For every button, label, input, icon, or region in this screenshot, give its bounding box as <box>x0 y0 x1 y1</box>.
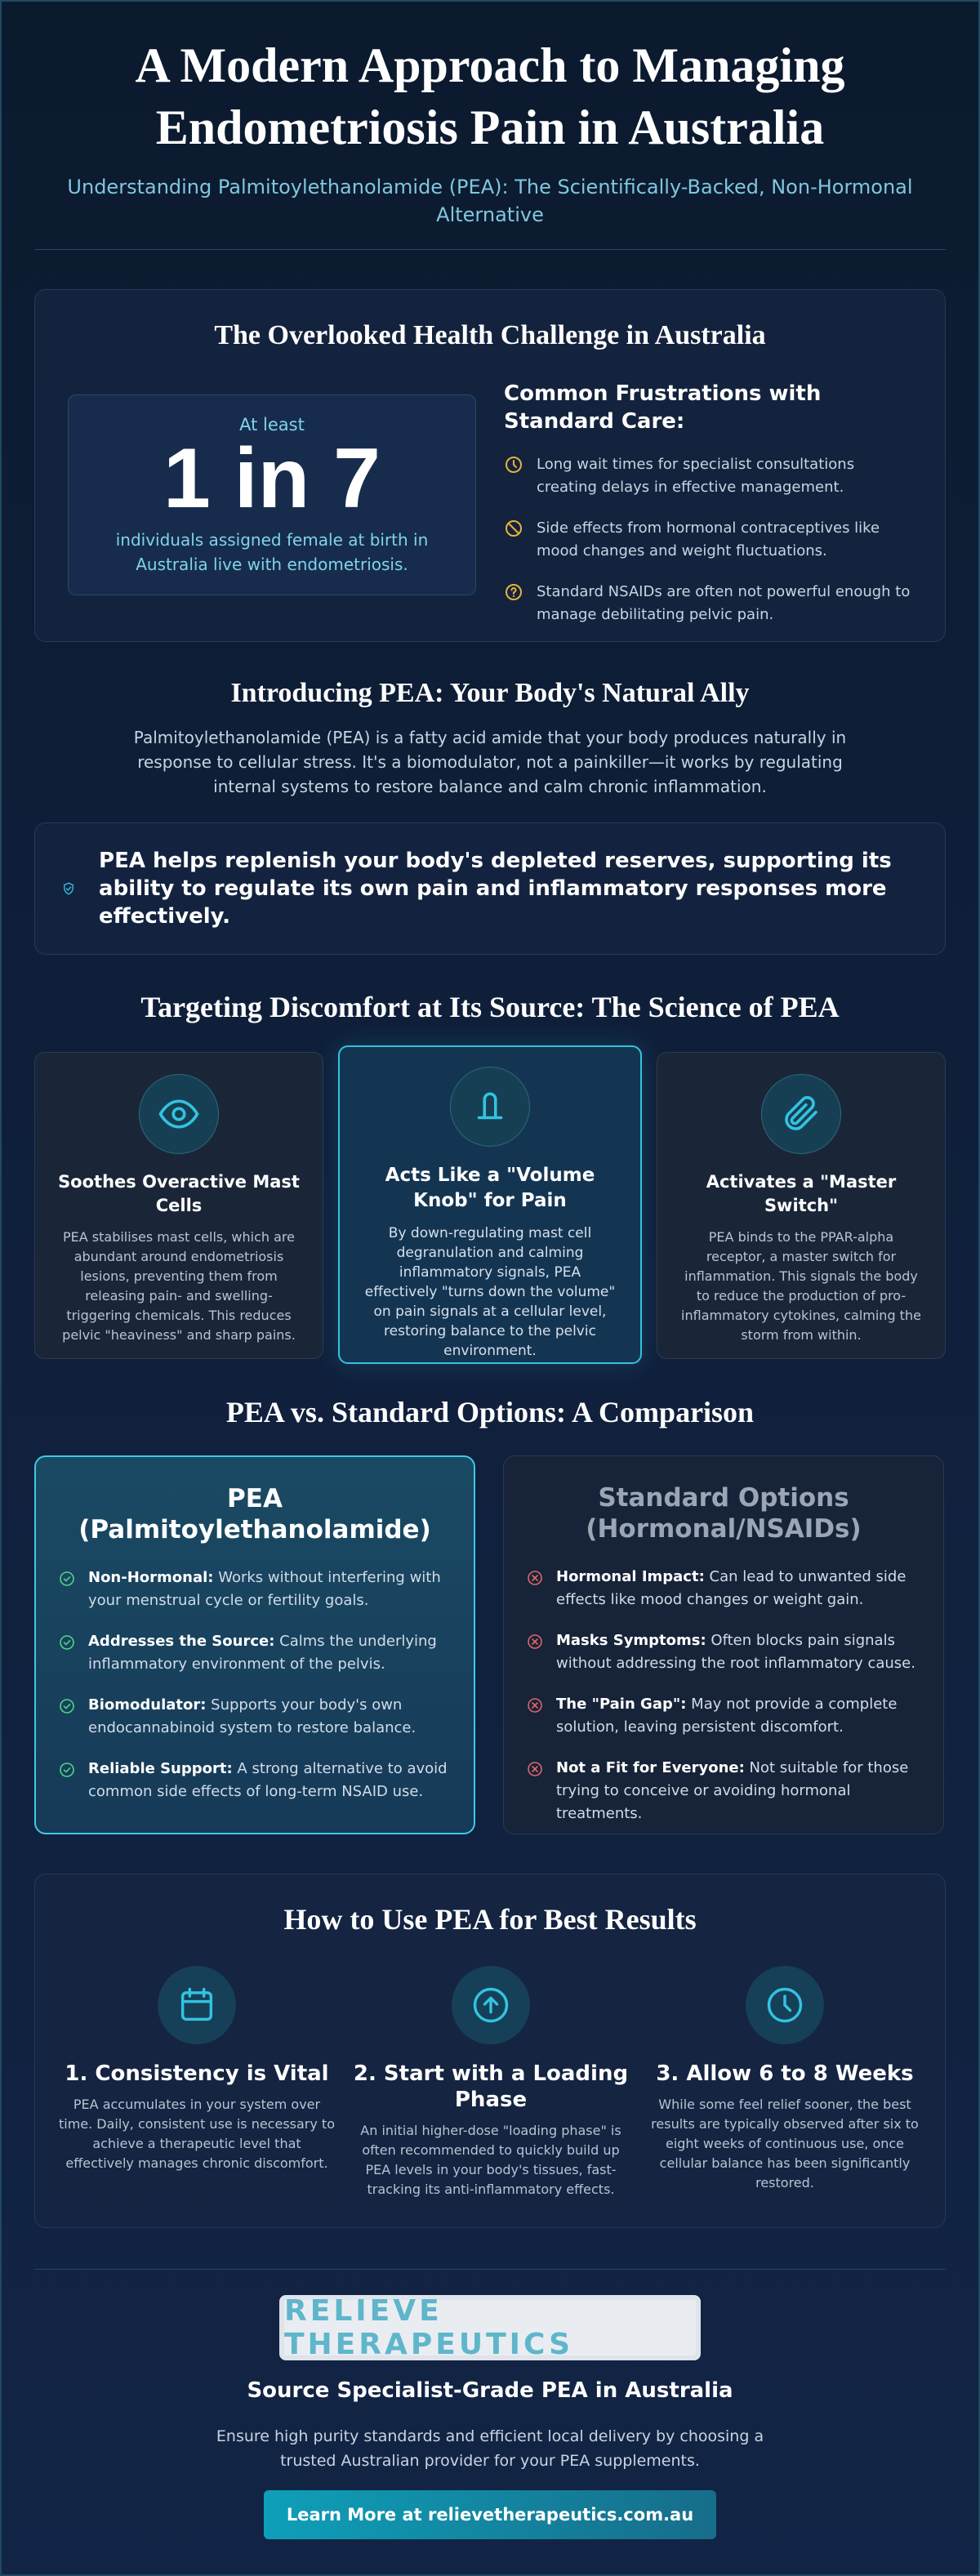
science-title: Targeting Discomfort at Its Source: The Science of PEA <box>140 991 840 1023</box>
frustration-text: Standard NSAIDs are often not powerful enough to manage debilitating pelvic pain. <box>537 583 911 623</box>
question-icon <box>504 582 523 602</box>
intro-description: Palmitoylethanolamide (PEA) is a fatty acid amide that your body produces naturally in response to cellular stress. It's a biomodulator, not a painkiller—it works by regulating internal systems to restore balance and calm chronic inflammation. <box>133 728 847 796</box>
list-item <box>59 1694 451 1740</box>
science-card-desc: By down-regulating mast cell degranulation and calming inflammatory signals, PEA effectively "turns down the volume" on pain signals at a cellular level, restoring balance to the pelvic environment. <box>364 1225 616 1359</box>
page-header <box>0 0 980 229</box>
list-item <box>527 1566 920 1611</box>
science-card-master-switch <box>657 1052 946 1359</box>
benefit-detail: A strong alternative to avoid common side effects of long-term NSAID use. <box>88 1760 448 1800</box>
x-circle-icon <box>527 1633 543 1650</box>
benefit-detail: Works without interfering with your menstrual cycle or fertility goals. <box>88 1569 441 1609</box>
challenge-section <box>34 289 946 642</box>
standard-title-line-2: (Hormonal/NSAIDs) <box>586 1514 862 1544</box>
step-title: 1. Consistency is Vital <box>65 2061 329 2086</box>
benefit-text <box>88 1694 451 1740</box>
x-circle-icon <box>527 1697 543 1714</box>
benefit-detail: Supports your body's own endocannabinoid system to restore balance. <box>88 1696 416 1736</box>
knob-icon <box>468 1085 512 1129</box>
frustrations-list <box>504 453 912 626</box>
challenge-title: The Overlooked Health Challenge in Australia <box>214 320 766 350</box>
footer-title: Source Specialist-Grade PEA in Australia <box>247 2378 733 2403</box>
check-circle-icon <box>59 1762 75 1778</box>
icon-circle <box>452 1966 530 2044</box>
shield-check-icon <box>61 873 76 904</box>
clock-icon <box>764 1984 806 2026</box>
standard-card-title <box>527 1482 920 1544</box>
title-line-1: A Modern Approach to Managing <box>135 38 845 92</box>
science-card-volume-knob <box>338 1045 642 1364</box>
page-subtitle: Understanding Palmitoylethanolamide (PEA): The Scientifically-Backed, Non-Hormonal Alternative <box>67 176 913 226</box>
step-description: An initial higher-dose "loading phase" is often recommended to quickly build up PEA levels in your body's tissues, fast-tracking its anti-inflammatory effects. <box>360 2123 621 2197</box>
step-description: PEA accumulates in your system over time. Daily, consistent use is necessary to achieve a therapeutic level that effectively manages chronic discomfort. <box>58 2097 335 2171</box>
logo-text: RELIEVE THERAPEUTICS <box>284 2294 574 2361</box>
x-circle-icon <box>527 1761 543 1777</box>
page-title <box>49 34 931 158</box>
comparison-title: PEA vs. Standard Options: A Comparison <box>225 1396 755 1428</box>
list-item <box>504 453 912 499</box>
check-circle-icon <box>59 1698 75 1714</box>
science-card-title: Acts Like a "Volume Knob" for Pain <box>385 1165 595 1211</box>
drawback-text <box>556 1757 920 1825</box>
step-title: 3. Allow 6 to 8 Weeks <box>656 2061 914 2086</box>
drawback-label: Not a Fit for Everyone: <box>556 1759 745 1776</box>
science-card-desc: PEA binds to the PPAR-alpha receptor, a master switch for inflammation. This signals the body to reduce the production of pro-inflammatory cytokines, calming the storm from within. <box>681 1229 921 1343</box>
step-title: 2. Start with a Loading Phase <box>353 2061 629 2112</box>
benefit-text <box>88 1630 451 1676</box>
eye-icon <box>157 1092 201 1136</box>
check-circle-icon <box>59 1634 75 1651</box>
standard-title-line-1: Standard Options <box>598 1483 849 1513</box>
drawback-label: Masks Symptoms: <box>556 1632 706 1649</box>
list-item <box>504 517 912 563</box>
intro-callout <box>34 822 946 955</box>
list-item <box>504 581 912 626</box>
footer-description: Ensure high purity standards and efficient local delivery by choosing a trusted Australian provider for your PEA supplements. <box>216 2427 764 2470</box>
stat-value: 1 in 7 <box>163 431 381 526</box>
benefit-text <box>88 1567 451 1612</box>
calendar-icon <box>176 1984 218 2026</box>
benefit-label: Reliable Support: <box>88 1760 233 1777</box>
icon-circle <box>158 1966 236 2044</box>
standard-comparison-card <box>503 1455 944 1834</box>
frustrations-panel <box>504 380 912 644</box>
science-card-mast-cells <box>34 1052 323 1359</box>
drawback-detail: Not suitable for those trying to conceive or avoiding hormonal treatments. <box>556 1759 909 1822</box>
paperclip-icon <box>779 1092 823 1136</box>
usage-title: How to Use PEA for Best Results <box>283 1903 697 1936</box>
icon-circle <box>746 1966 824 2044</box>
usage-step-consistency <box>58 1966 336 2173</box>
brand-logo <box>279 2295 701 2360</box>
pea-card-title <box>59 1483 451 1545</box>
drawback-text <box>556 1629 920 1675</box>
list-item <box>59 1567 451 1612</box>
step-description: While some feel relief sooner, the best results are typically observed after six to eight weeks of continuous use, once cellular balance has been significantly restored. <box>651 2097 919 2190</box>
usage-step-allow-weeks <box>646 1966 924 2193</box>
benefit-label: Addresses the Source: <box>88 1633 275 1650</box>
stat-description: individuals assigned female at birth in Australia live with endometriosis. <box>115 530 429 574</box>
pea-benefits-list <box>59 1567 451 1803</box>
icon-circle <box>139 1074 219 1154</box>
frustration-text: Side effects from hormonal contraceptives like mood changes and weight fluctuations. <box>537 519 880 559</box>
drawback-label: Hormonal Impact: <box>556 1568 705 1585</box>
list-item <box>59 1758 451 1803</box>
usage-section <box>34 1874 946 2228</box>
drawback-detail: Often blocks pain signals without addressing the root inflammatory cause. <box>556 1632 915 1672</box>
callout-text: PEA helps replenish your body's depleted reserves, supporting its ability to regulate its own pain and inflammatory responses more effectively. <box>99 849 892 929</box>
check-circle-icon <box>59 1571 75 1587</box>
learn-more-button[interactable]: Learn More at relievetherapeutics.com.au <box>264 2490 716 2539</box>
standard-drawbacks-list <box>527 1566 920 1825</box>
x-circle-icon <box>527 1570 543 1586</box>
icon-circle <box>450 1067 530 1147</box>
benefit-detail: Calms the underlying inflammatory environment of the pelvis. <box>88 1633 437 1673</box>
science-card-title: Soothes Overactive Mast Cells <box>58 1172 300 1215</box>
ban-icon <box>504 519 523 538</box>
divider <box>34 249 946 250</box>
benefit-label: Non-Hormonal: <box>88 1569 214 1586</box>
drawback-detail: Can lead to unwanted side effects like mood changes or weight gain. <box>556 1568 906 1608</box>
drawback-text <box>556 1693 920 1739</box>
clock-icon <box>504 455 523 475</box>
frustration-text: Long wait times for specialist consultations creating delays in effective management. <box>537 456 855 496</box>
list-item <box>527 1693 920 1739</box>
science-card-title: Activates a "Master Switch" <box>706 1172 897 1215</box>
pea-comparison-card <box>34 1455 475 1834</box>
divider <box>34 2269 946 2270</box>
usage-step-loading-phase <box>352 1966 630 2199</box>
stat-prefix: At least <box>239 415 305 435</box>
icon-circle <box>761 1074 841 1154</box>
intro-title: Introducing PEA: Your Body's Natural Ally <box>230 678 750 708</box>
pea-title-line-2: (Palmitoylethanolamide) <box>78 1515 431 1544</box>
drawback-detail: May not provide a complete solution, leaving persistent discomfort. <box>556 1696 898 1736</box>
arrow-up-circle-icon <box>470 1984 512 2026</box>
science-card-desc: PEA stabilises mast cells, which are abundant around endometriosis lesions, preventing them from releasing pain- and swelling-triggering chemicals. This reduces pelvic "heaviness" and sharp pains. <box>62 1229 296 1343</box>
frustrations-title: Common Frustrations with Standard Care: <box>504 381 822 434</box>
list-item <box>59 1630 451 1676</box>
stat-card <box>68 394 476 595</box>
benefit-text <box>88 1758 451 1803</box>
drawback-text <box>556 1566 920 1611</box>
drawback-label: The "Pain Gap": <box>556 1696 687 1713</box>
list-item <box>527 1757 920 1825</box>
list-item <box>527 1629 920 1675</box>
title-line-2: Endometriosis Pain in Australia <box>155 100 825 154</box>
pea-title-line-1: PEA <box>227 1484 283 1513</box>
benefit-label: Biomodulator: <box>88 1696 207 1714</box>
